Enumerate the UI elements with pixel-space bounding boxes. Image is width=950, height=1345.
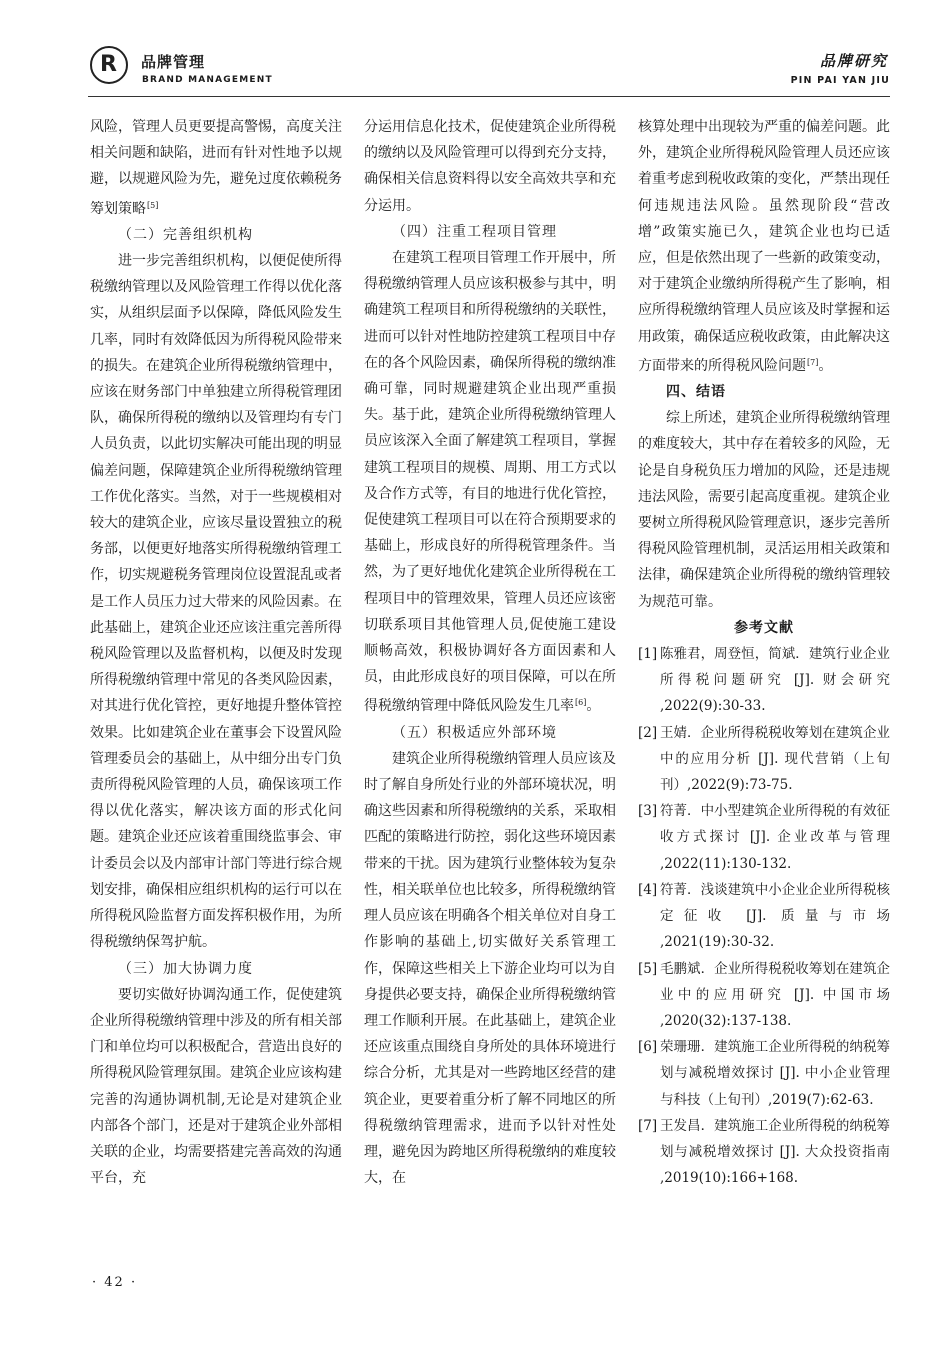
reference-text: 荣珊珊．建筑施工企业所得税的纳税筹划与减税增效探讨 [J]. 中小企业管理与科技（上旬刊）,2019(7):62-63. [660,1039,890,1108]
page-header [88,44,890,94]
subsection-heading: （二）完善组织机构 [118,226,253,243]
column-middle [364,114,616,1191]
reference-text: 陈雅君，周登恒，简斌．建筑行业企业所得税问题研究 [J]. 财会研究 ,2022(9):30-33. [660,646,890,715]
paragraph: 要切实做好协调沟通工作，促使建筑企业所得税缴纳管理中涉及的所有相关部门和单位均可以积极配合，营造出良好的所得税风险管理氛围。建筑企业应该构建完善的沟通协调机制,无论是对建筑企业内部各个部门，还是对于建筑企业外部相关联的企业，均需要搭建完善高效的沟通平台，充 [90,986,342,1187]
paragraph [364,245,616,720]
paragraph: 建筑企业所得税缴纳管理人员应该及时了解自身所处行业的外部环境状况，明确这些因素和所得税缴纳的关系，采取相匹配的策略进行防控，弱化这些环境因素带来的干扰。因为建筑行业整体较为复杂性，相关联单位也比较多，所得税缴纳管理人员应该在明确各个相关单位对自身工作影响的基础上,切实做好关系管理工作，保障这些相关上下游企业均可以为自身提供必要支持，确保企业所得税缴纳管理工作顺利开展。在此基础上，建筑企业还应该重点围绕自身所处的具体环境进行综合分析，尤其是对一些跨地区经营的建筑企业，更要着重分析了解不同地区的所得税缴纳管理需求，进而予以针对性处理，避免因为跨地区所得税缴纳的难度较大，在 [364,750,616,1187]
registered-logo-icon [90,46,128,84]
header-rule [88,96,890,97]
reference-text: 符菁．中小型建筑企业所得税的有效征收方式探讨 [J]. 企业改革与管理 ,2022(11):130-132. [660,803,890,872]
reference-number: [6] [638,1039,658,1056]
paragraph-tail: 。 [818,357,833,374]
reference-item [638,956,890,1035]
paragraph: 综上所述，建筑企业所得税缴纳管理的难度较大，其中存在着较多的风险，无论是自身税负压力增加的风险，还是违规违法风险，需要引起高度重视。建筑企业要树立所得税风险管理意识，逐步完善所得税风险管理机制，灵活运用相关政策和法律，确保建筑企业所得税的缴纳管理较为规范可靠。 [638,410,890,610]
reference-item [638,798,890,877]
reference-item [638,1034,890,1113]
paragraph: 进一步完善组织机构，以便促使所得税缴纳管理以及风险管理工作得以优化落实，从组织层面予以保障，降低风险发生几率，同时有效降低因为所得税风险带来的损失。在建筑企业所得税缴纳管理中，应该在财务部门中单独建立所得税管理团队，确保所得税的缴纳以及管理均有专门人员负责，以此切实解决可能出现的明显偏差问题，保障建筑企业所得税缴纳管理工作优化落实。当然，对于一些规模相对较大的建筑企业，应该尽量设置独立的税务部，以便更好地落实所得税缴纳管理工作，切实规避税务管理岗位设置混乱或者是工作人员压力过大带来的风险因素。在此基础上，建筑企业还应该注重完善所得税风险管理以及监督机构，以便及时发现所得税缴纳管理中常见的各类风险因素，对其进行优化管控，更好地提升整体管控效果。比如建筑企业在董事会下设置风险管理委员会的基础上，从中细分出专门负责所得税风险管理的人员，确保该项工作得以优化落实，解决该方面的形式化问题。建筑企业还应该着重围绕监事会、审计委员会以及内部审计部门等进行综合规划安排，确保相应组织机构的运行可以在所得税风险监督方面发挥积极作用，为所得税缴纳保驾护航。 [90,253,342,951]
paragraph-text: 核算处理中出现较为严重的偏差问题。此外，建筑企业所得税风险管理人员还应该着重考虑到税收政策的变化，严禁出现任何违规违法风险。虽然现阶段“营改增”政策实施已久，建筑企业也均已适应，但是依然出现了一些新的政策变动，对于建筑企业缴纳所得税产生了影响，相应所得税缴纳管理人员应该及时掌握和运用政策，确保适应税收政策，由此解决这方面带来的所得税风险问题 [638,119,890,374]
section-title: 品牌研究 [819,52,888,70]
reference-item [638,877,890,956]
reference-text: 毛鹏斌．企业所得税税收筹划在建筑企业中的应用研究 [J]. 中国市场 ,2020(32):137-138. [660,960,890,1029]
reference-item [638,641,890,720]
reference-list [638,641,890,1191]
journal-title: 品牌管理 [141,53,206,71]
column-left [90,114,342,1191]
citation-ref: [7] [807,357,819,367]
citation-ref: [6] [575,698,587,708]
reference-number: [1] [638,646,658,663]
reference-text: 王婧．企业所得税税收筹划在建筑企业中的应用分析 [J]. 现代营销（上旬刊）,2022(9):73-75. [660,724,890,794]
paragraph-text: 在建筑工程项目管理工作开展中，所得税缴纳管理人员应该积极参与其中，明确建筑工程项目和所得税缴纳的关联性，进而可以针对性地防控建筑工程项目中存在的各个风险因素，确保所得税的缴纳准确可靠，同时规避建筑企业出现严重损失。基于此，建筑企业所得税缴纳管理人员应该深入全面了解建筑工程项目，掌握建筑工程项目的规模、周期、用工方式以及合作方式等，有目的地进行优化管控，促使建筑工程项目可以在符合预期要求的基础上，形成良好的所得税管理条件。当然，为了更好地优化建筑企业所得税在工程项目中的管理效果，管理人员还应该密切联系项目其他管理人员,促使施工建设顺畅高效，积极协调好各方面因素和人员，由此形成良好的项目保障，可以在所得税缴纳管理中降低风险发生几率 [364,250,616,715]
reference-text: 符菁．浅谈建筑中小企业企业所得税核定征收 [J]. 质量与市场 ,2021(19):30-32. [660,881,890,951]
paragraph-tail: 。 [586,698,601,715]
reference-text: 王发昌．建筑施工企业所得税的纳税筹划与减税增效探讨 [J]. 大众投资指南 ,2019(10):166+168. [660,1117,890,1187]
reference-number: [3] [638,803,658,820]
reference-item [638,1113,890,1192]
paragraph: 分运用信息化技术，促使建筑企业所得税的缴纳以及风险管理可以得到充分支持，确保相关信息资料得以安全高效共享和充分运用。 [364,119,616,214]
citation-ref: [5] [147,200,159,210]
section-title-pinyin: PIN PAI YAN JIU [790,75,890,86]
journal-title-en: BRAND MANAGEMENT [142,75,273,85]
reference-number: [7] [638,1117,658,1134]
reference-item [638,720,890,799]
reference-number: [4] [638,881,658,898]
logo-letter: R [100,52,117,77]
section-heading: 四、结语 [666,384,726,401]
reference-number: [2] [638,724,658,741]
paragraph-text: 风险，管理人员更要提高警惕，高度关注相关问题和缺陷，进而有针对性地予以规避，以规避风险为先，避免过度依赖税务筹划策略 [90,119,342,217]
page-number: · 42 · [92,1275,138,1290]
references-heading: 参考文献 [734,619,794,636]
subsection-heading: （三）加大协调力度 [118,960,253,977]
paragraph [638,114,890,379]
subsection-heading: （四）注重工程项目管理 [392,223,557,240]
subsection-heading: （五）积极适应外部环境 [392,724,557,741]
column-right [638,114,890,1191]
reference-number: [5] [638,960,658,977]
paragraph [90,114,342,222]
